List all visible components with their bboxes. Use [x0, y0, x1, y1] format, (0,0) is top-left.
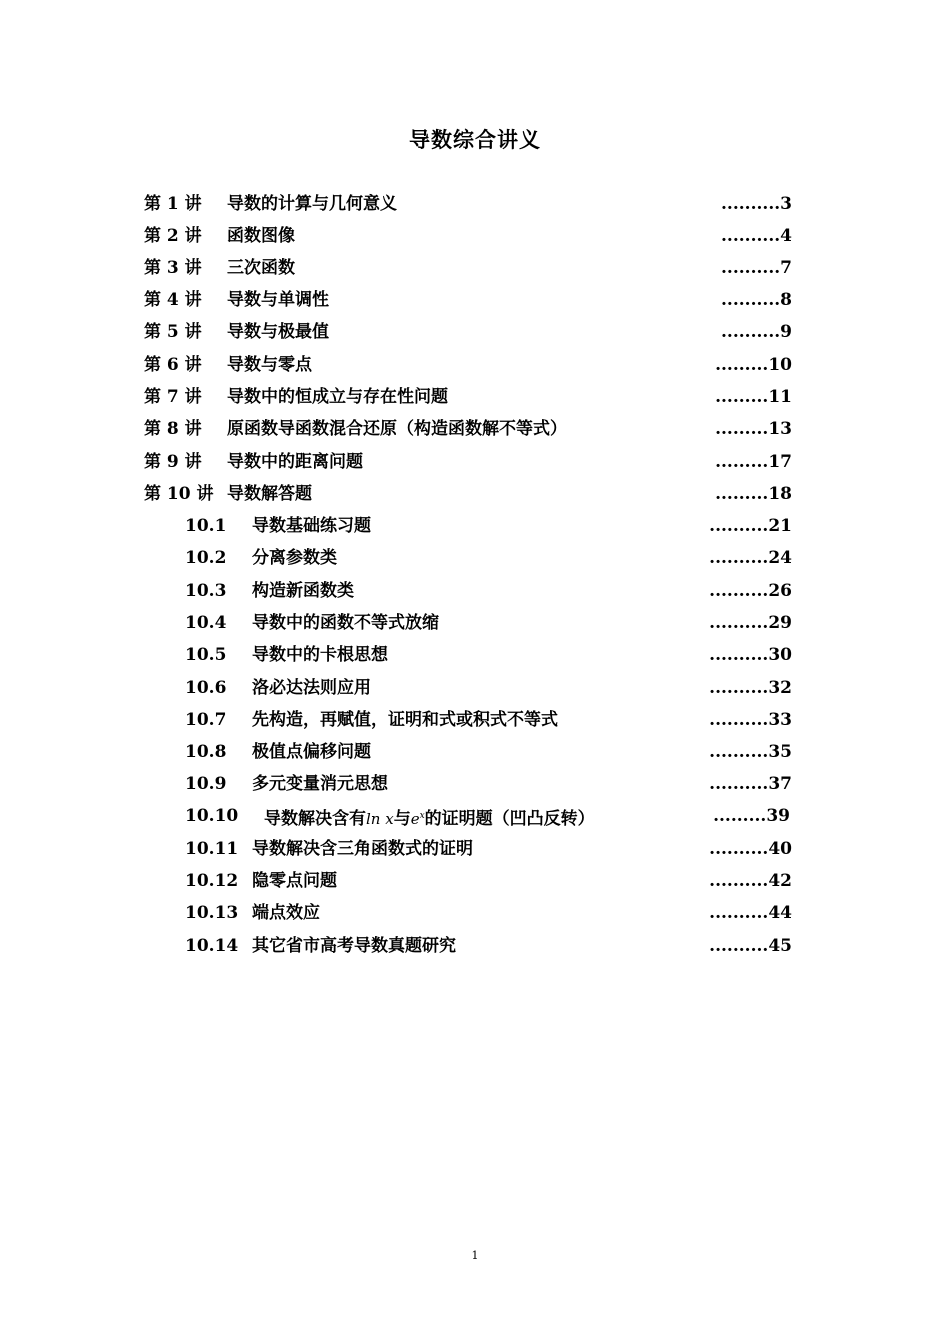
toc-entry-lecture-1[interactable]: [0, 188, 950, 220]
toc-entry-number: 第 8 讲: [144, 419, 202, 439]
exp-formula: [411, 810, 425, 828]
toc-entry-page: .........17: [715, 452, 792, 472]
toc-entry-page: ..........44: [709, 903, 792, 923]
toc-entry-section-10-5[interactable]: [0, 639, 950, 671]
toc-entry-number: 10.2: [185, 548, 227, 568]
toc-entry-section-10-7[interactable]: [0, 704, 950, 736]
toc-entry-lecture-4[interactable]: [0, 284, 950, 316]
toc-entry-number: 10.3: [185, 581, 227, 601]
toc-entry-number: 第 6 讲: [144, 355, 202, 375]
toc-entry-title: 构造新函数类: [252, 581, 354, 601]
toc-entry-title: 隐零点问题: [252, 871, 337, 891]
toc-entry-number: 第 9 讲: [144, 452, 202, 472]
toc-entry-section-10-8[interactable]: [0, 736, 950, 768]
toc-entry-number: 10.1: [185, 516, 227, 536]
toc-entry-title: 原函数导函数混合还原（构造函数解不等式）: [227, 419, 567, 439]
toc-entry-lecture-10[interactable]: [0, 478, 950, 510]
toc-entry-title: 端点效应: [252, 903, 320, 923]
toc-entry-title: 导数基础练习题: [252, 516, 371, 536]
toc-entry-number: 10.9: [185, 774, 227, 794]
toc-title-part: 与: [393, 809, 411, 829]
toc-entry-page: .........11: [715, 387, 792, 407]
toc-entry-title: 函数图像: [227, 226, 295, 246]
toc-entry-page: .........18: [715, 484, 792, 504]
toc-entry-page: ..........37: [709, 774, 792, 794]
toc-entry-section-10-13[interactable]: [0, 897, 950, 929]
toc-entry-title: 先构造，再赋值，证明和式或积式不等式: [252, 710, 558, 730]
toc-entry-page: ..........35: [709, 742, 792, 762]
toc-entry-page: .........10: [715, 355, 792, 375]
toc-entry-page: ..........30: [709, 645, 792, 665]
toc-entry-title: 多元变量消元思想: [252, 774, 388, 794]
toc-entry-title: [264, 800, 595, 835]
toc-entry-section-10-1[interactable]: [0, 510, 950, 542]
toc-entry-number: 第 2 讲: [144, 226, 202, 246]
toc-entry-page: ..........29: [709, 613, 792, 633]
toc-entry-number: 第 4 讲: [144, 290, 202, 310]
toc-entry-number: 10.12: [185, 871, 239, 891]
toc-entry-title: 分离参数类: [252, 548, 337, 568]
toc-entry-section-10-4[interactable]: [0, 607, 950, 639]
toc-entry-section-10-10[interactable]: [0, 800, 950, 832]
exp-superscript: x: [419, 811, 425, 821]
toc-entry-lecture-5[interactable]: [0, 316, 950, 348]
toc-entry-number: 第 10 讲: [144, 484, 214, 504]
toc-entry-section-10-11[interactable]: [0, 833, 950, 865]
toc-entry-section-10-9[interactable]: [0, 768, 950, 800]
document-title: 导数综合讲义: [409, 128, 541, 152]
toc-entry-title: 导数中的卡根思想: [252, 645, 388, 665]
toc-entry-number: 10.4: [185, 613, 227, 633]
toc-entry-number: 第 5 讲: [144, 322, 202, 342]
toc-entry-title: 导数解答题: [227, 484, 312, 504]
toc-entry-title: 导数与单调性: [227, 290, 329, 310]
toc-entry-lecture-8[interactable]: [0, 413, 950, 445]
toc-entry-page: ..........42: [709, 871, 792, 891]
toc-entry-title: 洛必达法则应用: [252, 678, 371, 698]
toc-entry-number: 10.5: [185, 645, 227, 665]
toc-entry-section-10-6[interactable]: [0, 672, 950, 704]
toc-entry-title: 其它省市高考导数真题研究: [252, 936, 456, 956]
toc-entry-title: 导数解决含三角函数式的证明: [252, 839, 473, 859]
toc-entry-page: ..........26: [709, 581, 792, 601]
toc-entry-page: ..........33: [709, 710, 792, 730]
toc-entry-page: ..........24: [709, 548, 792, 568]
toc-entry-page: ..........3: [720, 194, 792, 214]
toc-entry-lecture-2[interactable]: [0, 220, 950, 252]
toc-entry-page: ..........8: [720, 290, 792, 310]
toc-entry-section-10-3[interactable]: [0, 575, 950, 607]
toc-entry-number: 第 1 讲: [144, 194, 202, 214]
toc-entry-page: ..........21: [709, 516, 792, 536]
toc-entry-title: 导数中的函数不等式放缩: [252, 613, 439, 633]
toc-title-part: 的证明题（凹凸反转）: [424, 809, 595, 829]
toc-entry-page: ..........40: [709, 839, 792, 859]
toc-entry-title: 导数中的距离问题: [227, 452, 363, 472]
toc-entry-title: 导数的计算与几何意义: [227, 194, 397, 214]
toc-entry-title: 导数与零点: [227, 355, 312, 375]
toc-entry-number: 10.8: [185, 742, 227, 762]
toc-entry-section-10-12[interactable]: [0, 865, 950, 897]
toc-entry-title: 三次函数: [227, 258, 295, 278]
toc-entry-number: 10.11: [185, 839, 239, 859]
toc-entry-page: ..........32: [709, 678, 792, 698]
toc-entry-lecture-9[interactable]: [0, 446, 950, 478]
ln-x-formula: ln x: [366, 810, 394, 828]
toc-entry-title: 导数与极最值: [227, 322, 329, 342]
toc-entry-number: 10.14: [185, 936, 239, 956]
toc-entry-page: ..........45: [709, 936, 792, 956]
toc-entry-number: 10.13: [185, 903, 239, 923]
page-number: 1: [471, 1249, 479, 1262]
toc-title-part: 导数解决含有: [264, 809, 366, 829]
toc-entry-number: 第 7 讲: [144, 387, 202, 407]
toc-entry-section-10-14[interactable]: [0, 930, 950, 962]
toc-entry-number: 10.7: [185, 710, 227, 730]
toc-entry-title: 极值点偏移问题: [252, 742, 371, 762]
toc-entry-number: 第 3 讲: [144, 258, 202, 278]
toc-entry-lecture-6[interactable]: [0, 349, 950, 381]
toc-entry-page: ..........4: [720, 226, 792, 246]
toc-entry-page: .........13: [715, 419, 792, 439]
toc-entry-title: 导数中的恒成立与存在性问题: [227, 387, 448, 407]
toc-entry-lecture-3[interactable]: [0, 252, 950, 284]
toc-entry-page: ..........7: [720, 258, 792, 278]
toc-entry-page: .........39: [713, 806, 790, 826]
toc-entry-number: 10.10: [185, 806, 239, 826]
exp-base: e: [410, 810, 420, 828]
toc-entry-page: ..........9: [720, 322, 792, 342]
toc-entry-number: 10.6: [185, 678, 227, 698]
toc-entry-lecture-7[interactable]: [0, 381, 950, 413]
toc-entry-section-10-2[interactable]: [0, 542, 950, 574]
